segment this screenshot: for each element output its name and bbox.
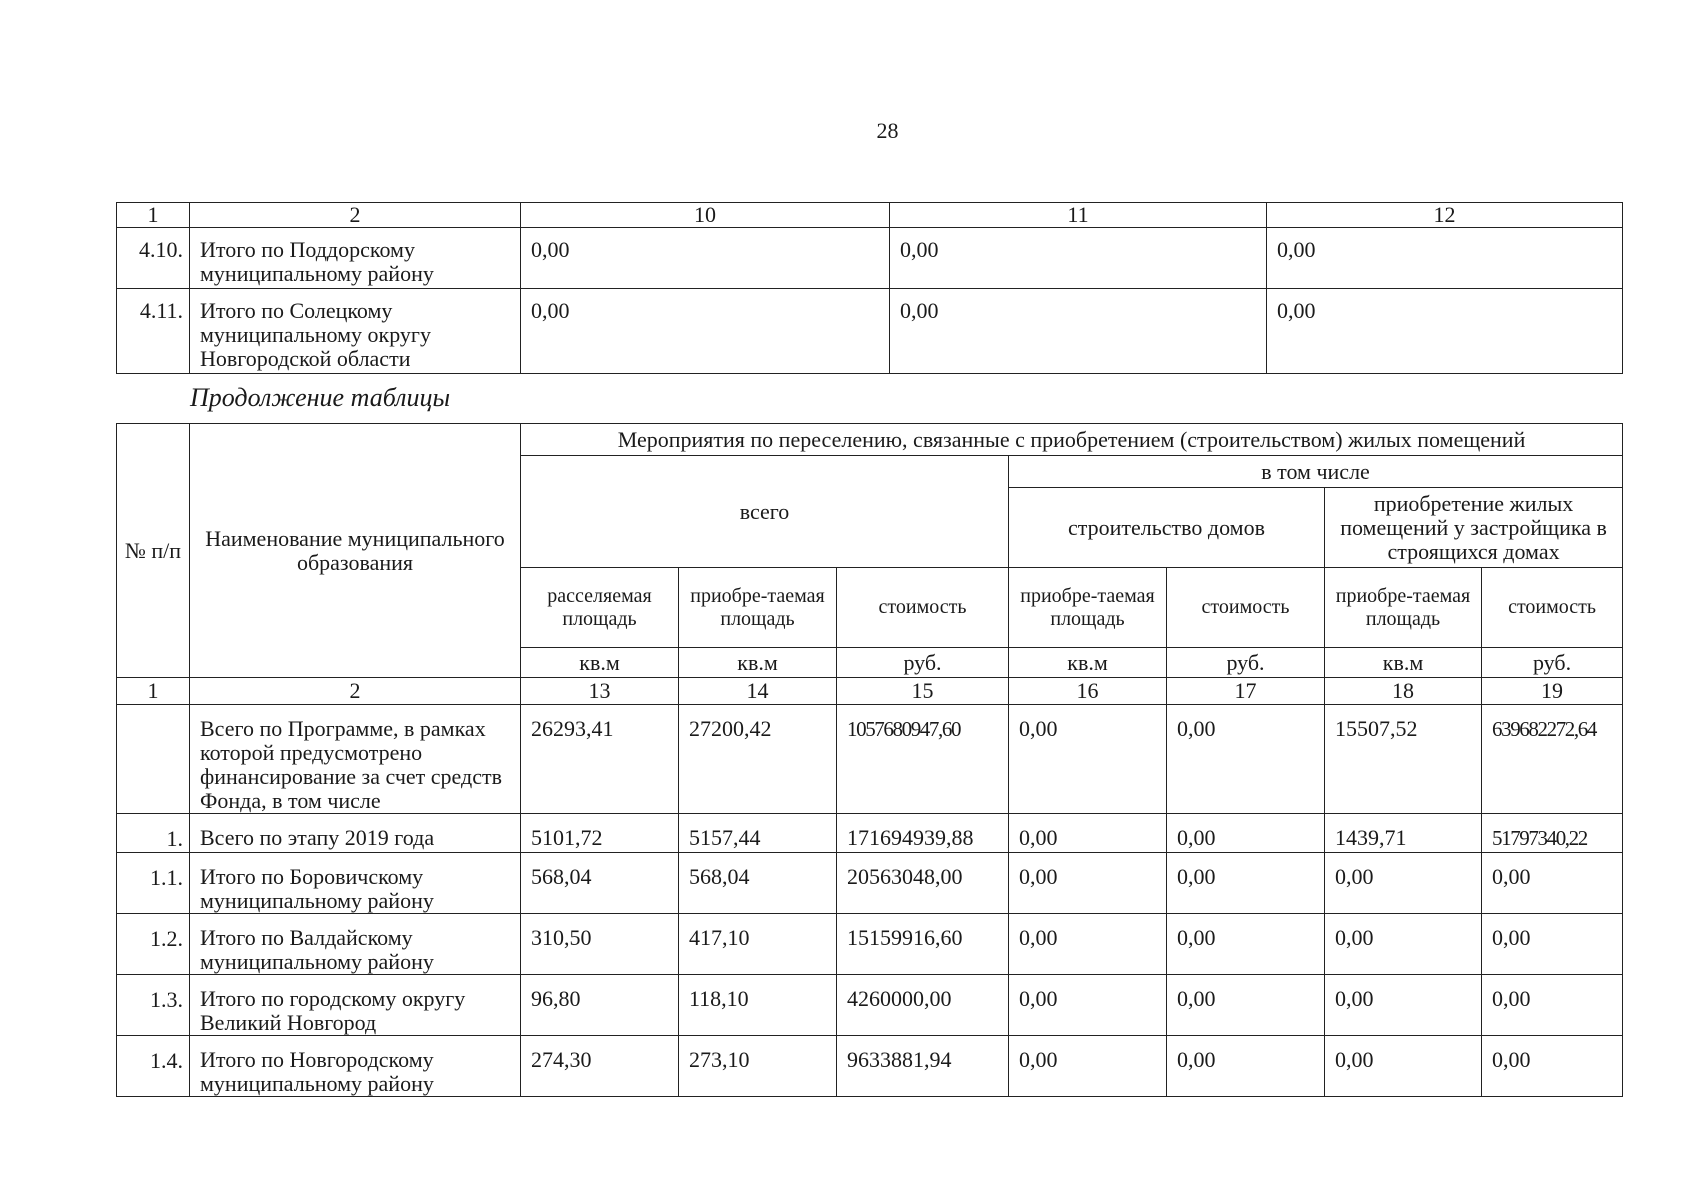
cell-value: 0,00: [1167, 914, 1325, 975]
cell-value: 310,50: [521, 914, 679, 975]
cell-value: 15159916,60: [837, 914, 1009, 975]
cell-value: 0,00: [521, 228, 890, 289]
cell-value: 118,10: [679, 975, 837, 1036]
col-number: 1: [117, 678, 190, 705]
row-number: 1.2.: [117, 914, 190, 975]
row-name: Итого по городскому округу Великий Новгород: [190, 975, 521, 1036]
col-number: 18: [1325, 678, 1482, 705]
cell-value: 1057680947,60: [837, 705, 1009, 814]
table-row: [117, 289, 1623, 374]
header-construction: строительство домов: [1009, 488, 1325, 568]
cell-value: 568,04: [679, 853, 837, 914]
cell-value: 0,00: [890, 228, 1267, 289]
cell-value: 0,00: [1167, 1036, 1325, 1097]
cell-value: 273,10: [679, 1036, 837, 1097]
continuation-label: Продолжение таблицы: [190, 383, 451, 412]
table-row: [117, 228, 1623, 289]
cell-value: 5101,72: [521, 814, 679, 853]
unit-label: кв.м: [1009, 648, 1167, 678]
header-cost: стоимость: [1167, 568, 1325, 648]
col-number: 11: [890, 203, 1267, 228]
cell-value: 20563048,00: [837, 853, 1009, 914]
column-number-row: [117, 678, 1623, 705]
cell-value: 0,00: [1009, 975, 1167, 1036]
col-number: 2: [190, 678, 521, 705]
header-acquired-area: приобре-таемая площадь: [1009, 568, 1167, 648]
cell-value: 0,00: [521, 289, 890, 374]
column-number-row: [117, 203, 1623, 228]
cell-value: 96,80: [521, 975, 679, 1036]
cell-value: 0,00: [1325, 975, 1482, 1036]
cell-value: 417,10: [679, 914, 837, 975]
row-name: Итого по Поддорскому муниципальному району: [190, 228, 521, 289]
cell-value: 568,04: [521, 853, 679, 914]
table-main: [116, 423, 1623, 1097]
page-number: 28: [876, 118, 899, 143]
cell-value: 51797340,22: [1482, 814, 1623, 853]
cell-value: 0,00: [1009, 1036, 1167, 1097]
col-number: 13: [521, 678, 679, 705]
cell-value: 5157,44: [679, 814, 837, 853]
unit-label: руб.: [1167, 648, 1325, 678]
unit-label: руб.: [1482, 648, 1623, 678]
header-total: всего: [521, 456, 1009, 568]
header-num: № п/п: [117, 424, 190, 678]
table-row: [117, 1036, 1623, 1097]
cell-value: 0,00: [1482, 975, 1623, 1036]
cell-value: 0,00: [1482, 853, 1623, 914]
cell-value: 0,00: [1009, 914, 1167, 975]
col-number: 1: [117, 203, 190, 228]
cell-value: 0,00: [1267, 228, 1623, 289]
cell-value: 0,00: [1482, 1036, 1623, 1097]
cell-value: 274,30: [521, 1036, 679, 1097]
table-row: [117, 914, 1623, 975]
col-number: 17: [1167, 678, 1325, 705]
table-row: [117, 975, 1623, 1036]
cell-value: 4260000,00: [837, 975, 1009, 1036]
header-cost: стоимость: [837, 568, 1009, 648]
cell-value: 9633881,94: [837, 1036, 1009, 1097]
cell-value: 1439,71: [1325, 814, 1482, 853]
cell-value: 0,00: [1167, 853, 1325, 914]
col-number: 12: [1267, 203, 1623, 228]
unit-label: руб.: [837, 648, 1009, 678]
cell-value: 0,00: [1167, 814, 1325, 853]
table-row: [117, 705, 1623, 814]
table-row: [117, 853, 1623, 914]
cell-value: 639682272,64: [1482, 705, 1623, 814]
cell-value: 0,00: [1009, 705, 1167, 814]
cell-value: 0,00: [1325, 1036, 1482, 1097]
header-acquired-area: приобре-таемая площадь: [1325, 568, 1482, 648]
row-name: Всего по Программе, в рамках которой предусмотрено финансирование за счет средств Фонда, в том числе: [190, 705, 521, 814]
row-name: Всего по этапу 2019 года: [190, 814, 521, 853]
col-number: 14: [679, 678, 837, 705]
table-top: [116, 202, 1623, 374]
row-name: Итого по Боровичскому муниципальному району: [190, 853, 521, 914]
header-resettled-area: расселяемая площадь: [521, 568, 679, 648]
header-cost: стоимость: [1482, 568, 1623, 648]
cell-value: 0,00: [1482, 914, 1623, 975]
header-measures: Мероприятия по переселению, связанные с приобретением (строительством) жилых помещений: [521, 424, 1623, 456]
row-number: 1.4.: [117, 1036, 190, 1097]
cell-value: 0,00: [1167, 975, 1325, 1036]
row-number: 1.: [117, 814, 190, 853]
row-number: 4.10.: [117, 228, 190, 289]
unit-label: кв.м: [679, 648, 837, 678]
cell-value: 0,00: [1009, 853, 1167, 914]
cell-value: 0,00: [1325, 853, 1482, 914]
row-number: 1.3.: [117, 975, 190, 1036]
row-number: 1.1.: [117, 853, 190, 914]
unit-label: кв.м: [521, 648, 679, 678]
cell-value: 0,00: [1009, 814, 1167, 853]
cell-value: 171694939,88: [837, 814, 1009, 853]
cell-value: 26293,41: [521, 705, 679, 814]
cell-value: 27200,42: [679, 705, 837, 814]
header-acquisition: приобретение жилых помещений у застройщика в строящихся домах: [1325, 488, 1623, 568]
cell-value: 0,00: [1325, 914, 1482, 975]
row-name: Итого по Новгородскому муниципальному району: [190, 1036, 521, 1097]
cell-value: 15507,52: [1325, 705, 1482, 814]
row-number: 4.11.: [117, 289, 190, 374]
col-number: 2: [190, 203, 521, 228]
header-name: Наименование муниципального образования: [190, 424, 521, 678]
row-name: Итого по Солецкому муниципальному округу Новгородской области: [190, 289, 521, 374]
col-number: 19: [1482, 678, 1623, 705]
unit-label: кв.м: [1325, 648, 1482, 678]
cell-value: 0,00: [1167, 705, 1325, 814]
row-name: Итого по Валдайскому муниципальному району: [190, 914, 521, 975]
header-acquired-area: приобре-таемая площадь: [679, 568, 837, 648]
cell-value: 0,00: [1267, 289, 1623, 374]
table-row: [117, 814, 1623, 853]
cell-value: 0,00: [890, 289, 1267, 374]
header-including: в том числе: [1009, 456, 1623, 488]
col-number: 10: [521, 203, 890, 228]
col-number: 16: [1009, 678, 1167, 705]
row-number: [117, 705, 190, 814]
col-number: 15: [837, 678, 1009, 705]
